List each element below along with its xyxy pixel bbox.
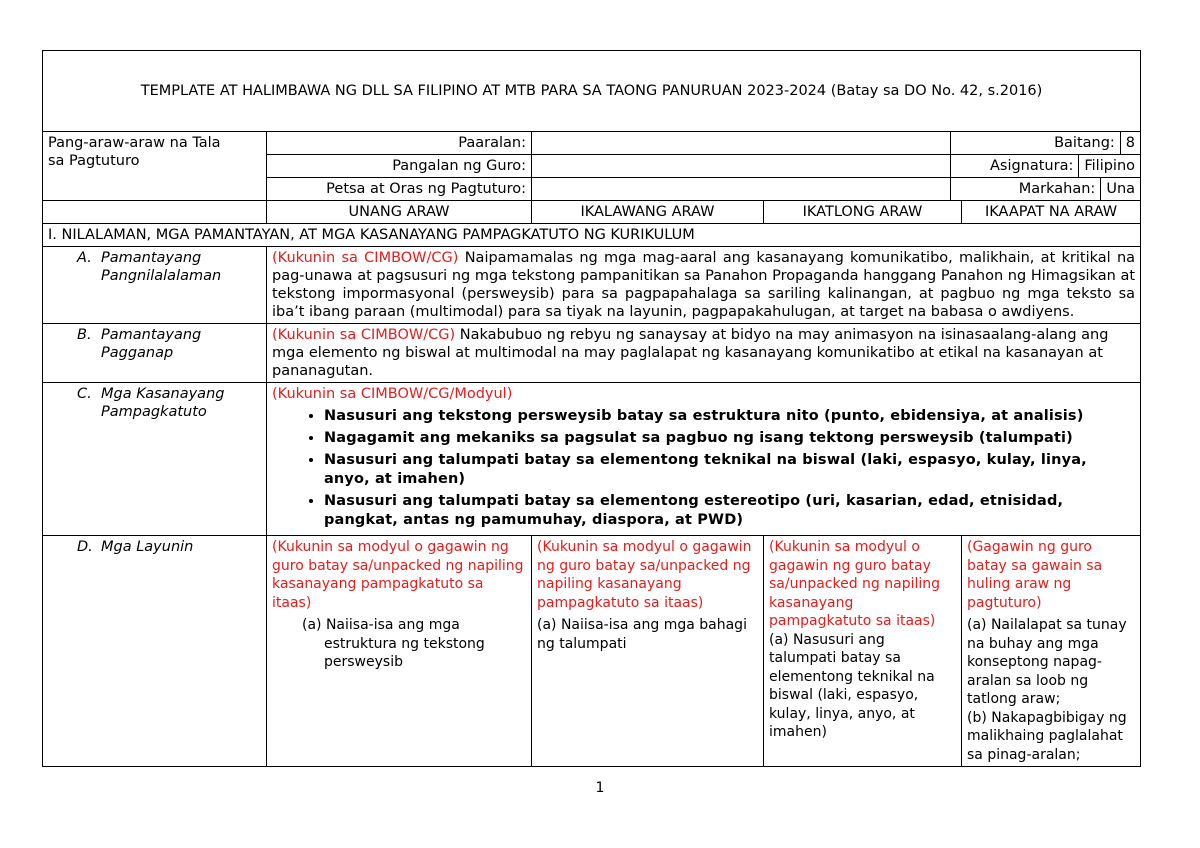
competency-item: • Nasusuri ang tekstong persweysib batay sa estruktura nito (punto, ebidensiya, at analisis) bbox=[324, 407, 1135, 426]
dll-page bbox=[42, 50, 1140, 767]
row-d-day3-red: (Kukunin sa modyul o gagawin ng guro batay sa/unpacked ng napiling kasanayang pampagkatuto sa itaas) bbox=[769, 539, 941, 629]
days-row bbox=[43, 201, 1141, 224]
baitang-label: Baitang: bbox=[951, 132, 1121, 154]
asignatura-label: Asignatura: bbox=[951, 155, 1079, 177]
dll-table bbox=[42, 50, 1141, 767]
row-d-day3 bbox=[764, 536, 962, 767]
row-d-day4-red: (Gagawin ng guro batay sa gawain sa huling araw ng pagtuturo) bbox=[967, 539, 1103, 611]
row-b-red: (Kukunin sa CIMBOW/CG) bbox=[272, 327, 456, 343]
section1-title: I. NILALAMAN, MGA PAMANTAYAN, AT MGA KASANAYANG PAMPAGKATUTO NG KURIKULUM bbox=[43, 224, 1141, 247]
asignatura-value: Filipino bbox=[1084, 158, 1136, 174]
row-d-day4-text-b: (b) Nakapagbibigay ng malikhaing paglalahat sa pinag-aralan; bbox=[967, 709, 1127, 763]
guro-label: Pangalan ng Guro: bbox=[267, 155, 532, 178]
row-a-letter: A. bbox=[77, 250, 92, 266]
row-c-label: Mga Kasanayang Pampagkatuto bbox=[101, 386, 225, 420]
competency-item: • Nasusuri ang talumpati batay sa elementong teknikal na biswal (laki, espasyo, kulay, linya, anyo, at imahen) bbox=[324, 451, 1135, 489]
row-b bbox=[43, 324, 1141, 383]
row-d-day4-text-a: (a) Nailalapat sa tunay na buhay ang mga konseptong napag-aralan sa loob ng tatlong araw; bbox=[967, 617, 1127, 707]
petsa-value bbox=[532, 178, 951, 201]
row-c-content bbox=[267, 383, 1141, 536]
row-b-content bbox=[267, 324, 1141, 383]
baitang-group bbox=[951, 132, 1141, 155]
row-d-day2 bbox=[532, 536, 764, 767]
guro-value bbox=[532, 155, 951, 178]
markahan-group bbox=[951, 178, 1141, 201]
row-a-label: Pamantayang Pangnilalalaman bbox=[101, 250, 222, 284]
row-d-day2-red: (Kukunin sa modyul o gagawin ng guro batay sa/unpacked ng napiling kasanayang pampagkatuto sa itaas) bbox=[537, 539, 752, 611]
row-c-letter: C. bbox=[77, 386, 92, 402]
row-d-label-cell bbox=[43, 536, 267, 767]
paaralan-value bbox=[532, 132, 951, 155]
header-left-label: Pang-araw-araw na Tala sa Pagtuturo bbox=[43, 132, 267, 201]
page-number: 1 bbox=[595, 780, 605, 796]
row-d-day3-text: (a) Nasusuri ang talumpati batay sa elementong teknikal na biswal (laki, espasyo, kulay, linya, anyo, at imahen) bbox=[769, 631, 935, 740]
row-b-letter: B. bbox=[77, 327, 92, 343]
row-a-text: Naipamamalas ng mga mag-aaral ang kasanayang komunikatibo, malikhain, at kritikal na pag-unawa at pagsusuri ng mga tekstong pampanitikan sa Panahon Propaganda hanggang Panahon ng Himagsikan at tekstong impormasyonal (persweysib) para sa pagpapahalaga sa sariling kalinangan, at pagbuo ng mga teksto sa iba’t ibang paraan (multimodal) para sa tiyak na layunin, pagpapakahulugan, at target na babasa o awdiyens. bbox=[272, 250, 1136, 320]
petsa-label: Petsa at Oras ng Pagtuturo: bbox=[267, 178, 532, 201]
day-header-1: UNANG ARAW bbox=[267, 201, 532, 224]
row-c bbox=[43, 383, 1141, 536]
competency-item: • Nasusuri ang talumpati batay sa elementong estereotipo (uri, kasarian, edad, etnisidad, pangkat, antas ng pamumuhay, diaspora, at PWD) bbox=[324, 492, 1135, 530]
row-b-label: Pamantayang Pagganap bbox=[101, 327, 202, 361]
asignatura-group bbox=[951, 155, 1141, 178]
section1-row bbox=[43, 224, 1141, 247]
row-d-letter: D. bbox=[77, 539, 93, 555]
markahan-value: Una bbox=[1106, 181, 1136, 197]
row-a bbox=[43, 247, 1141, 324]
row-c-label-cell bbox=[43, 383, 267, 536]
title-row bbox=[43, 51, 1141, 132]
row-d-day4 bbox=[962, 536, 1141, 767]
row-a-red: (Kukunin sa CIMBOW/CG) bbox=[272, 250, 459, 266]
row-a-content bbox=[267, 247, 1141, 324]
row-b-text: Nakabubuo ng rebyu ng sanaysay at bidyo na may animasyon na isinasaalang-alang ang mga elemento ng biswal at multimodal na may paglalapat ng kasanayang komunikatibo at etikal na kasanayan at pananagutan. bbox=[272, 327, 1109, 379]
day-header-2: IKALAWANG ARAW bbox=[532, 201, 764, 224]
row-a-label-cell bbox=[43, 247, 267, 324]
document-title: TEMPLATE AT HALIMBAWA NG DLL SA FILIPINO AT MTB PARA SA TAONG PANURUAN 2023-2024 (Batay sa DO No. 42, s.2016) bbox=[43, 51, 1141, 132]
row-d-day1-red: (Kukunin sa modyul o gagawin ng guro batay sa/unpacked ng napiling kasanayang pampagkatuto sa itaas) bbox=[272, 539, 524, 611]
competency-item: • Nagagamit ang mekaniks sa pagsulat sa pagbuo ng isang tektong persweysib (talumpati) bbox=[324, 429, 1135, 448]
row-d-day2-text: (a) Naiisa-isa ang mga bahagi ng talumpati bbox=[537, 617, 747, 652]
row-d bbox=[43, 536, 1141, 767]
row-d-day1 bbox=[267, 536, 532, 767]
row-b-label-cell bbox=[43, 324, 267, 383]
row-c-red: (Kukunin sa CIMBOW/CG/Modyul) bbox=[272, 386, 513, 402]
day-header-3: IKATLONG ARAW bbox=[764, 201, 962, 224]
row-d-day1-text: (a) Naiisa-isa ang mga estruktura ng tekstong persweysib bbox=[302, 617, 485, 670]
competency-list bbox=[272, 407, 1135, 530]
header-row-1 bbox=[43, 132, 1141, 155]
markahan-label: Markahan: bbox=[951, 178, 1101, 200]
days-row-blank bbox=[43, 201, 267, 224]
row-d-label: Mga Layunin bbox=[101, 539, 194, 555]
baitang-value: 8 bbox=[1125, 135, 1136, 151]
day-header-4: IKAAPAT NA ARAW bbox=[962, 201, 1141, 224]
paaralan-label: Paaralan: bbox=[267, 132, 532, 155]
